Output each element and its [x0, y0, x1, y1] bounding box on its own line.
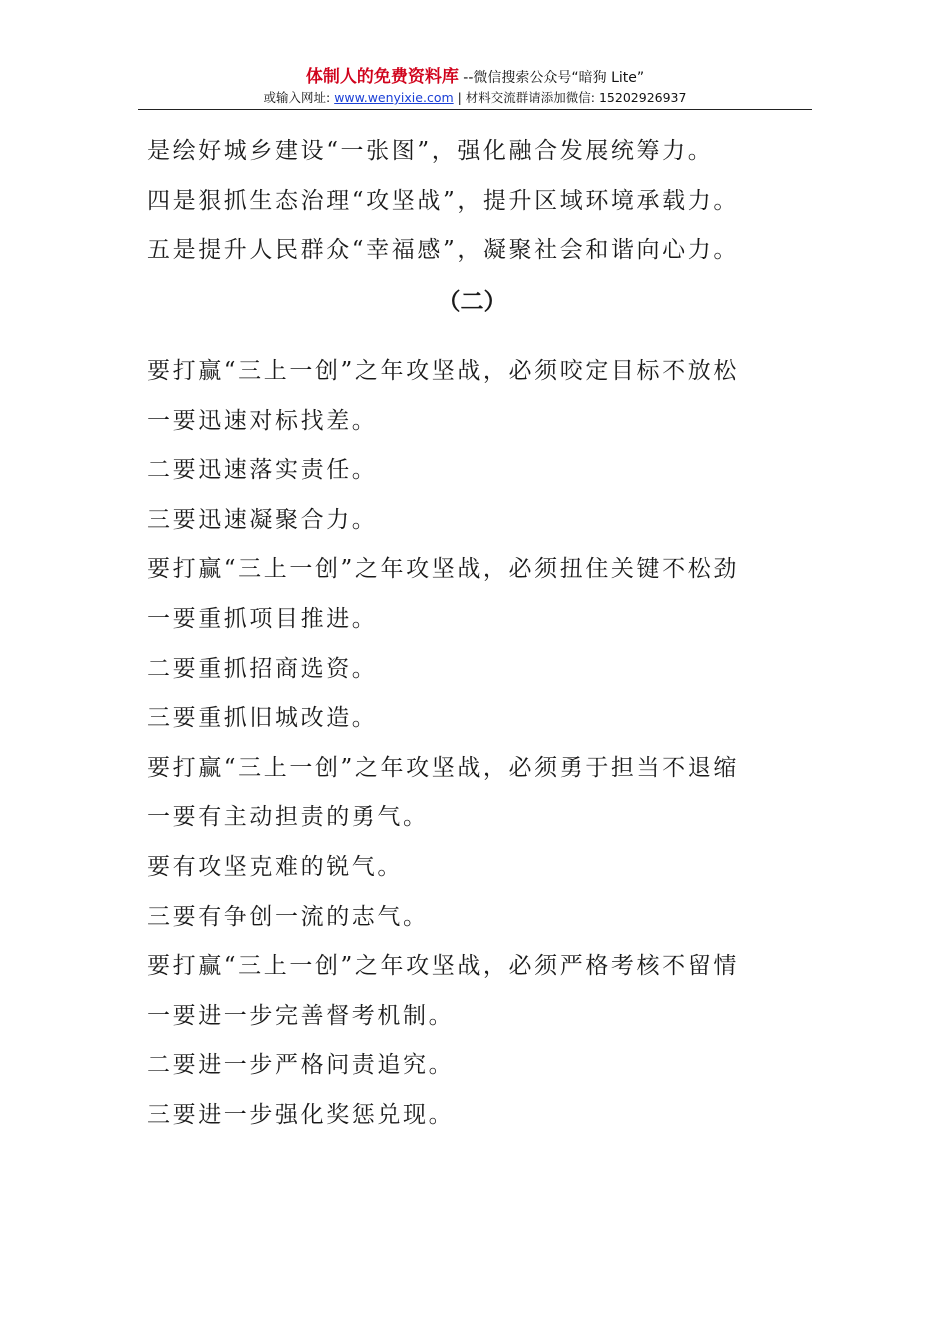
intro-line: 五是提升人民群众“幸福感”，凝聚社会和谐向心力。	[147, 237, 739, 264]
section-line: 二要重抓招商选资。	[147, 655, 378, 682]
section-line: 二要进一步严格问责追究。	[147, 1052, 455, 1079]
header-divider	[138, 109, 812, 110]
section-line: 三要有争创一流的志气。	[147, 903, 429, 930]
section-line: 三要进一步强化奖惩兑现。	[147, 1101, 455, 1128]
header-brand: 体制人的免费资料库	[305, 67, 459, 87]
header-contact: | 材料交流群请添加微信: 15202926937	[453, 90, 687, 105]
section-paragraphs	[147, 347, 739, 1141]
section-line: 一要迅速对标找差。	[147, 407, 378, 434]
page-header	[138, 66, 812, 107]
section-line: 三要迅速凝聚合力。	[147, 506, 378, 533]
section-line: 一要进一步完善督考机制。	[147, 1002, 455, 1029]
section-line: 要打赢“三上一创”之年攻坚战，必须勇于担当不退缩	[147, 754, 739, 781]
header-tagline: --微信搜索公众号“暗狗 Lite”	[458, 70, 645, 86]
header-url-link[interactable]: www.wenyixie.com	[334, 90, 454, 105]
section-title: （二）	[437, 288, 507, 315]
intro-line: 四是狠抓生态治理“攻坚战”，提升区域环境承载力。	[147, 187, 739, 214]
header-url-prefix: 或输入网址:	[263, 90, 335, 105]
section-line: 二要迅速落实责任。	[147, 457, 378, 484]
section-line: 要打赢“三上一创”之年攻坚战，必须咬定目标不放松	[147, 358, 739, 384]
header-line-2	[138, 89, 812, 107]
section-line: 要打赢“三上一创”之年攻坚战，必须严格考核不留情	[147, 953, 739, 980]
document-body	[147, 127, 827, 1128]
section-line: 三要重抓旧城改造。	[147, 705, 378, 732]
section-line: 要有攻坚克难的锐气。	[147, 853, 403, 880]
section-line: 一要有主动担责的勇气。	[147, 804, 429, 831]
section-line: 一要重抓项目推进。	[147, 605, 378, 632]
section-line: 要打赢“三上一创”之年攻坚战，必须扭住关键不松劲	[147, 556, 739, 583]
intro-paragraphs	[147, 127, 827, 276]
intro-line: 是绘好城乡建设“一张图”，强化融合发展统筹力。	[147, 138, 714, 164]
header-line-1	[138, 66, 812, 89]
